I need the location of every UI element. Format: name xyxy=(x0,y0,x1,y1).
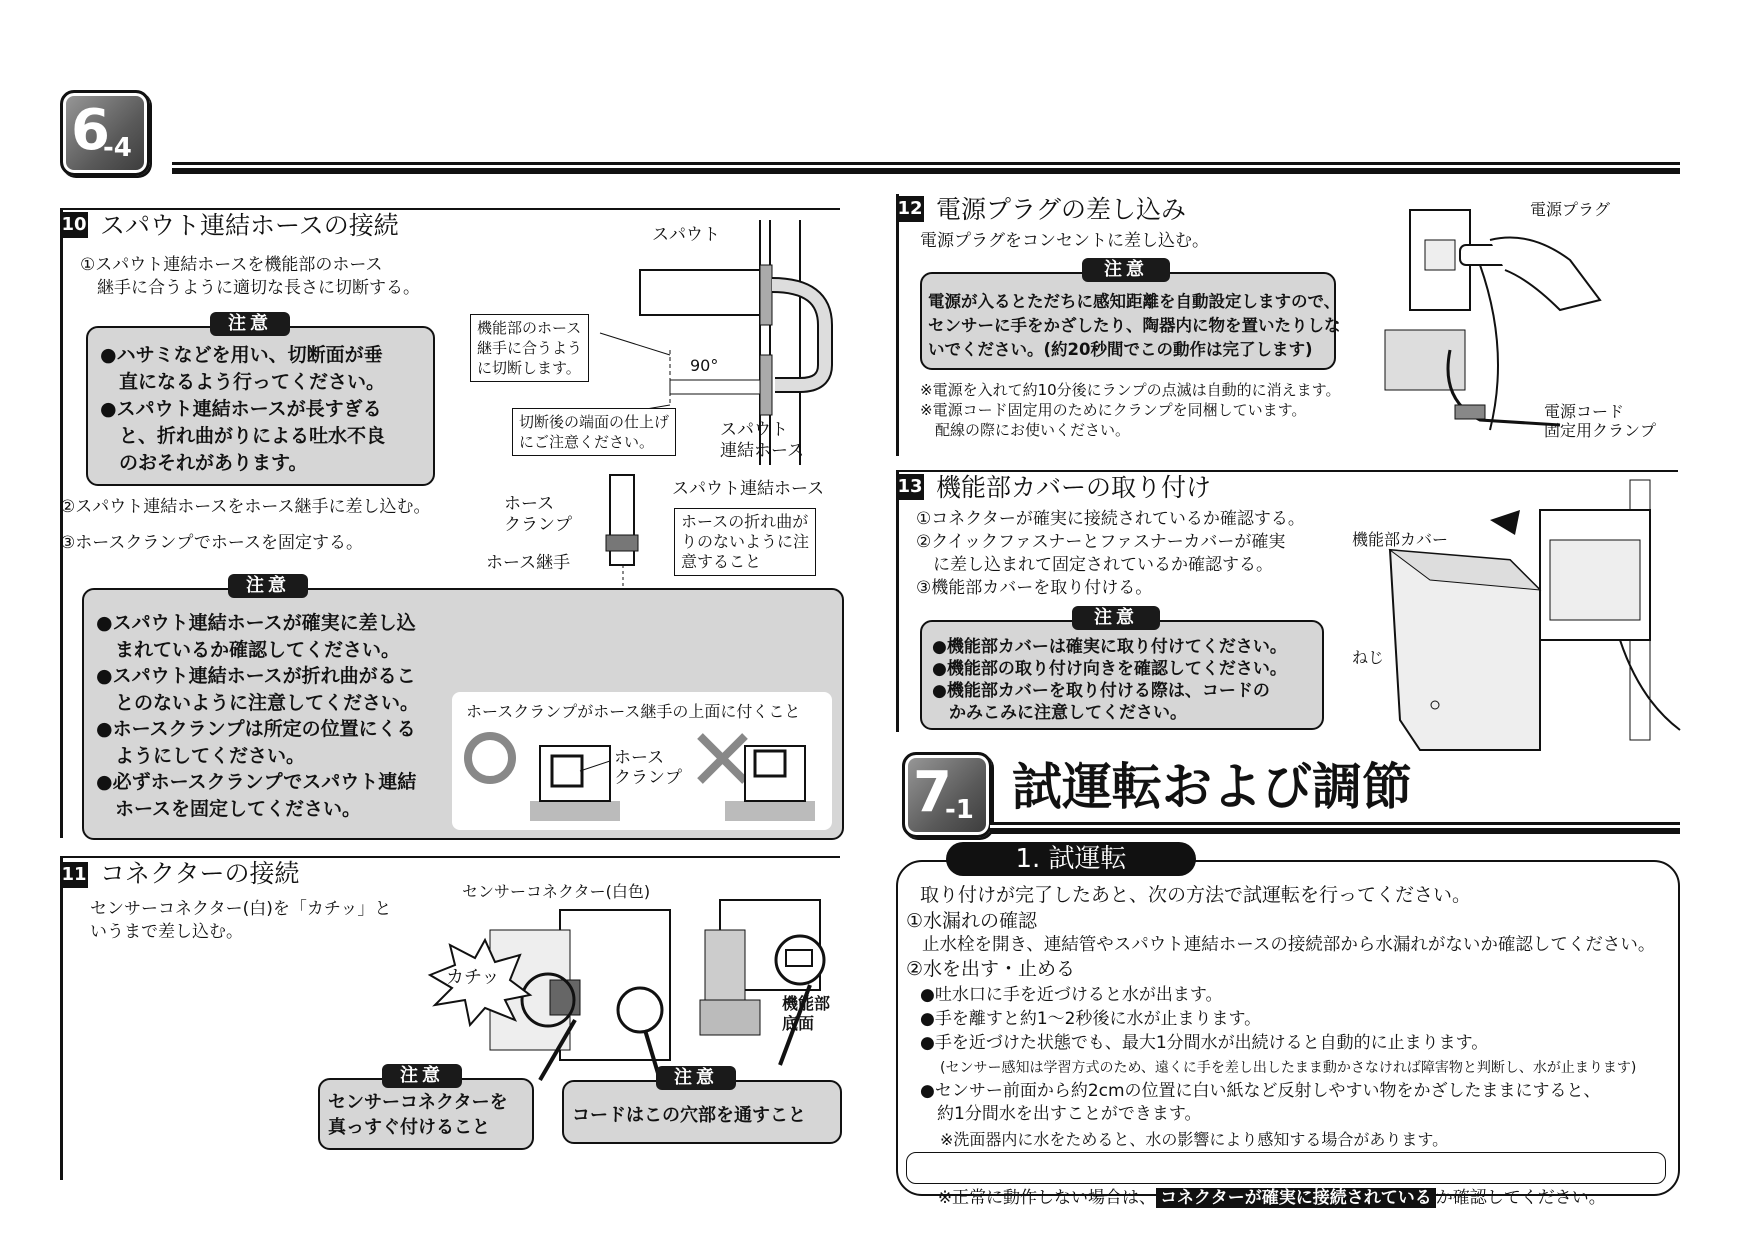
sec10-left-bar xyxy=(60,208,63,838)
sec10-top-line xyxy=(60,208,840,210)
footer-pre: ※正常に動作しない場合は、 xyxy=(937,1188,1157,1208)
fig-joint-label: ホース継手 xyxy=(486,553,571,573)
sec13-steps: ①コネクターが確実に接続されているか確認する。 ②クイックファスナーとファスナーカバーが確実 に差し込まれて固定されているか確認する。 ③機能部カバーを取り付ける。 xyxy=(916,509,1305,598)
fig-bottom-label: 機能部 底面 xyxy=(782,994,831,1033)
sec12-left-bar xyxy=(896,194,899,456)
sec10-step2: ②スパウト連結ホースをホース継手に差し込む。 xyxy=(60,497,431,517)
cover-illustration xyxy=(1380,480,1680,750)
sec11-title: コネクターの接続 xyxy=(100,859,300,888)
fig-cut-note: 機能部のホース 継手に合うよう に切断します。 xyxy=(470,314,589,382)
trial-footer-note xyxy=(906,1152,1666,1208)
sec11-top-line xyxy=(60,856,840,858)
section-badge-6-4 xyxy=(60,90,150,176)
sec13-top-line xyxy=(896,470,1678,472)
section-7-1-rule xyxy=(990,822,1680,834)
fig-spout-label: スパウト xyxy=(652,225,720,245)
water-b2: ●手を離すと約1～2秒後に水が止まります。 xyxy=(920,1009,1262,1029)
sec11-left-bar xyxy=(60,856,63,1180)
badge-number: 7 xyxy=(913,760,952,825)
clamp-label: ホース クランプ xyxy=(614,748,682,788)
sec13-number: 13 xyxy=(896,474,924,500)
sec11-notice-text-b: コードはこの穴部を通すこと xyxy=(572,1105,806,1126)
sec11-number: 11 xyxy=(60,862,88,888)
sec10-step1: ①スパウト連結ホースを機能部のホース 継手に合うように適切な長さに切断する。 xyxy=(80,255,420,298)
clamp-caption: ホースクランプがホース継手の上面に付くこと xyxy=(466,702,801,721)
trial-intro: 取り付けが完了したあと、次の方法で試運転を行ってください。 xyxy=(920,884,1472,906)
section-badge-7-1 xyxy=(902,752,992,838)
sec10-title: スパウト連結ホースの接続 xyxy=(100,211,399,240)
footer-post: か確認してください。 xyxy=(1435,1188,1606,1208)
fig-clamp-label: ホース クランプ xyxy=(504,494,572,535)
water-b3-note: (センサー感知は学習方式のため、遠くに手を差し出したまま動かさなければ障害物と判断し、水が止まります) xyxy=(940,1060,1637,1076)
sec10-notice-text-2: ●スパウト連結ホースが確実に差し込 まれているか確認してください。 ●スパウト連結ホースが折れ曲がるこ とのないように注意してください。 ●ホースクランプは所定の位置にくる ようにしてください。 ●必ずホースクランプでスパウト連結 ホースを固定してください。 xyxy=(96,612,420,820)
fig-connector-label: センサーコネクター(白色) xyxy=(462,882,651,901)
badge-subnumber: -4 xyxy=(103,133,132,163)
sec11-notice-label-b: 注意 xyxy=(656,1066,736,1090)
fig-screw-label: ねじ xyxy=(1352,648,1385,667)
footer-highlight: コネクターが確実に接続されている xyxy=(1156,1188,1436,1208)
leak-desc: 止水栓を開き、連結管やスパウト連結ホースの接続部から水漏れがないか確認してください。 xyxy=(922,935,1656,955)
fig-cover-label: 機能部カバー xyxy=(1352,530,1449,549)
sec11-notice-label-a: 注意 xyxy=(382,1064,462,1088)
fig-hose2-label: スパウト連結ホース xyxy=(672,479,825,499)
sec12-note: ※電源を入れて約10分後にランプの点滅は自動的に消えます。 ※電源コード固定用のためにクランプを同梱しています。 配線の際にお使いください。 xyxy=(920,381,1341,439)
sec10-notice-label-2: 注意 xyxy=(228,574,308,598)
sec11-notice-text-a: センサーコネクターを 真っすぐ付けること xyxy=(328,1092,508,1138)
sec13-notice-text: ●機能部カバーは確実に取り付けてください。 ●機能部の取り付け向きを確認してください。 ●機能部カバーを取り付ける際は、コードの かみこみに注意してください。 xyxy=(932,637,1287,723)
fig-finish-note: 切断後の端面の仕上げ にご注意ください。 xyxy=(512,408,676,456)
sec12-title: 電源プラグの差し込み xyxy=(936,195,1187,224)
water-b4-note: ※洗面器内に水をためると、水の影響により感知する場合があります。 xyxy=(940,1130,1449,1149)
water-title: ②水を出す・止める xyxy=(906,958,1076,980)
fig-click-label: カチッ xyxy=(446,967,500,988)
sec13-title: 機能部カバーの取り付け xyxy=(936,473,1212,502)
sec10-notice-label-1: 注意 xyxy=(210,312,290,336)
fig-fold-note: ホースの折れ曲が りのないように注 意すること xyxy=(674,508,816,576)
sec13-notice-label: 注意 xyxy=(1072,606,1160,630)
sec12-desc: 電源プラグをコンセントに差し込む。 xyxy=(920,231,1209,251)
fig-hose-label: スパウト 連結ホース xyxy=(720,420,805,461)
sec10-number: 10 xyxy=(60,212,88,238)
sec10-notice-text-1: ●ハサミなどを用い、切断面が垂 直になるよう行ってください。 ●スパウト連結ホースが長すぎる と、折れ曲がりによる吐水不良 のおそれがあります。 xyxy=(100,344,386,474)
trial-run-subtitle: 1. 試運転 xyxy=(946,842,1196,876)
water-b3: ●手を近づけた状態でも、最大1分間水が出続けると自動的に止まります。 xyxy=(920,1033,1489,1053)
sec11-desc: センサーコネクター(白)を「カチッ」と いうまで差し込む。 xyxy=(90,899,392,942)
water-b4: ●センサー前面から約2cmの位置に白い紙など反射しやすい物をかざしたままにすると、 約1分間水を出すことができます。 xyxy=(920,1081,1601,1124)
badge-subnumber: -1 xyxy=(945,795,974,825)
fig-angle: 90° xyxy=(690,356,719,375)
header-rule xyxy=(172,162,1680,174)
sec12-number: 12 xyxy=(896,196,924,222)
leak-title: ①水漏れの確認 xyxy=(906,910,1038,932)
section-7-1-title: 試運転および調節 xyxy=(1012,758,1412,816)
sec12-notice-label: 注意 xyxy=(1082,258,1170,282)
water-b1: ●吐水口に手を近づけると水が出ます。 xyxy=(920,985,1223,1005)
sec10-step3: ③ホースクランプでホースを固定する。 xyxy=(60,533,364,553)
sec13-left-bar xyxy=(896,470,899,732)
fig-clamp-cord-label: 電源コード 固定用クランプ xyxy=(1544,402,1657,440)
sec12-notice-text: 電源が入るとただちに感知距離を自動設定しますので、 センサーに手をかざしたり、陶器内に物を置いたりしな いでください。(約20秒間でこの動作は完了します) xyxy=(928,292,1341,359)
badge-number: 6 xyxy=(71,98,110,163)
fig-plug-label: 電源プラグ xyxy=(1530,200,1611,219)
